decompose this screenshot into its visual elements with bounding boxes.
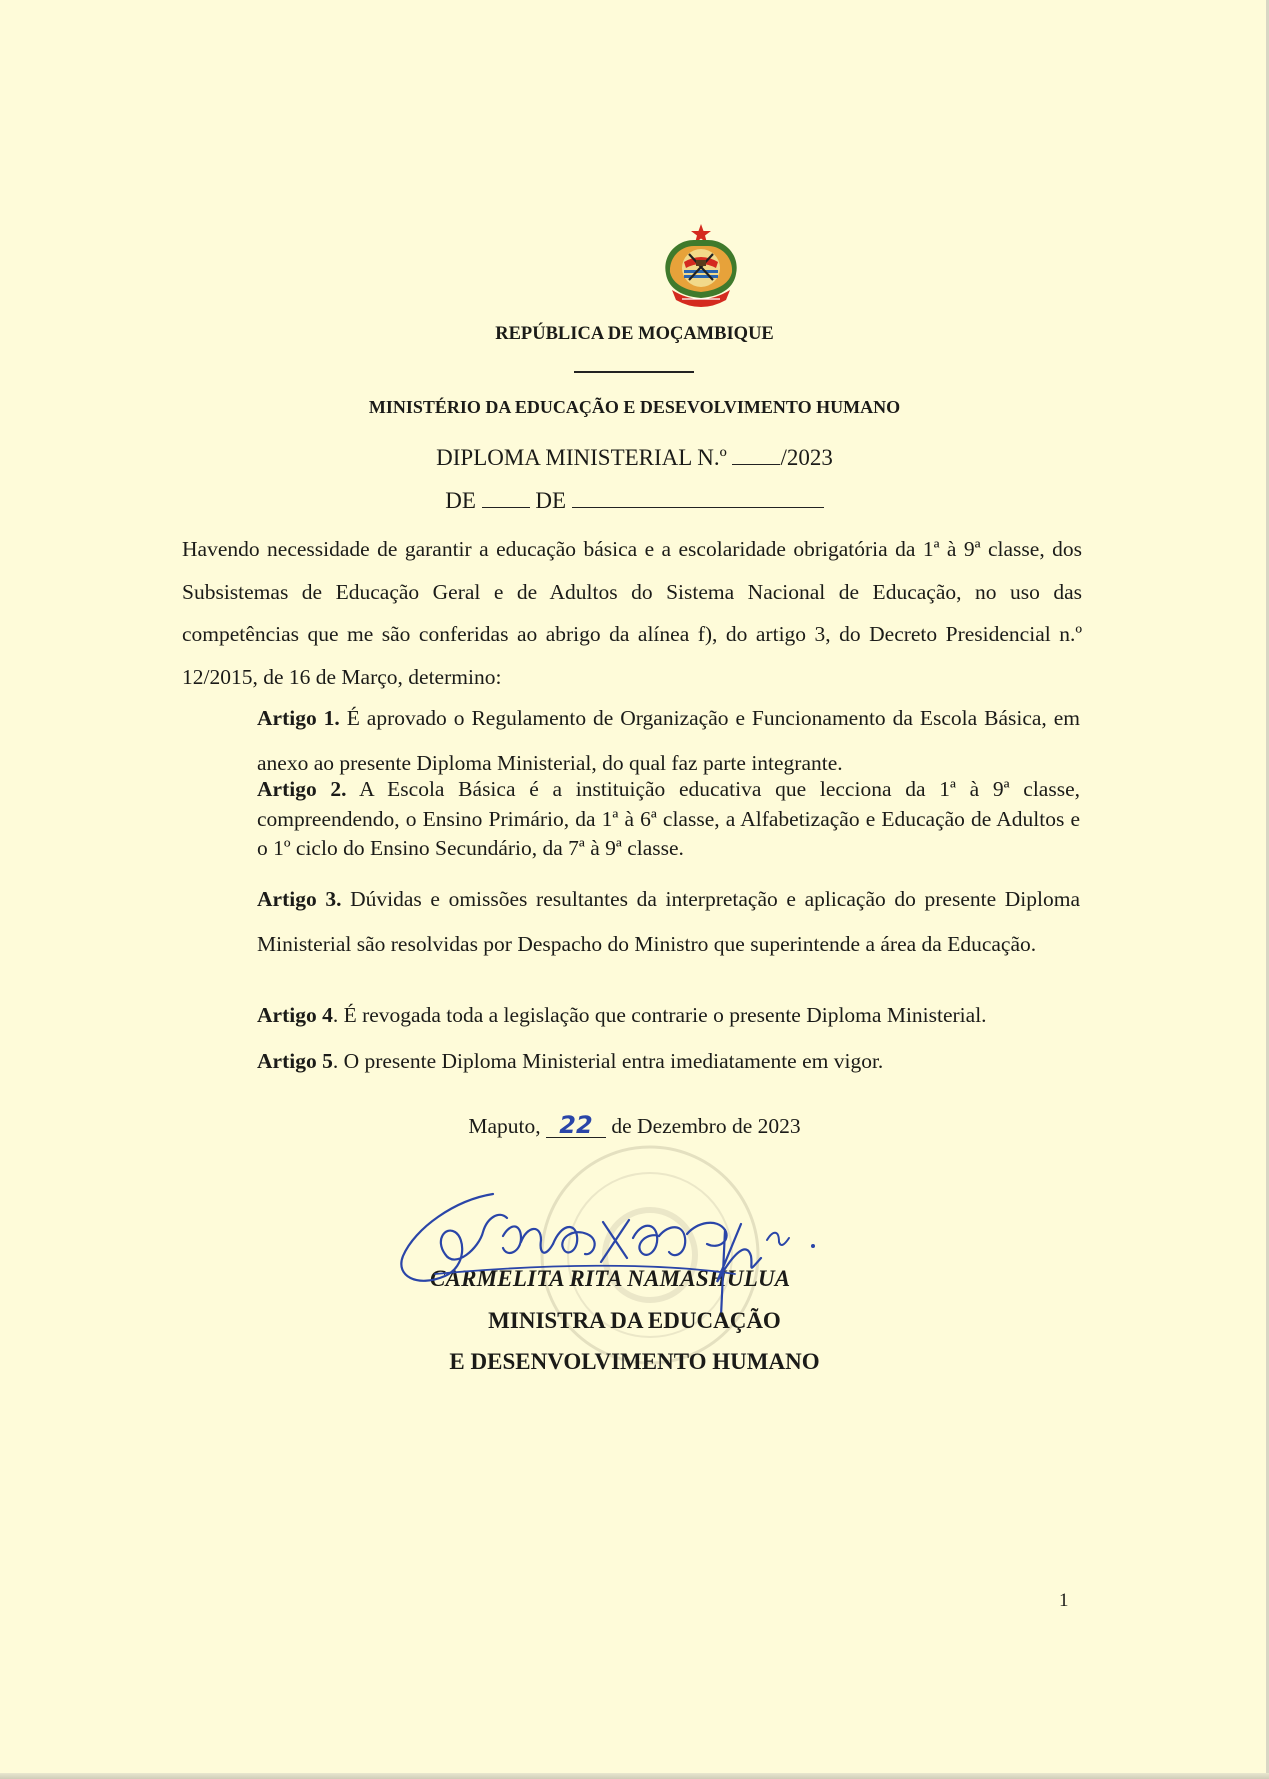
place-date-line	[0, 1113, 1269, 1139]
signatory-title-line-2: E DESENVOLVIMENTO HUMANO	[449, 1349, 820, 1374]
article-label: Artigo 2.	[257, 777, 347, 801]
article-label: Artigo 5	[257, 1049, 333, 1073]
diploma-prefix: DIPLOMA MINISTERIAL N.º	[436, 445, 727, 470]
coat-of-arms-icon	[654, 222, 748, 314]
article-text: . É revogada toda a legislação que contrarie o presente Diploma Ministerial.	[332, 1003, 987, 1027]
article-4	[257, 1000, 1080, 1030]
handwritten-day: 22	[546, 1113, 606, 1138]
preamble-paragraph: Havendo necessidade de garantir a educação básica e a escolaridade obrigatória da 1ª à 9ª classe, dos Subsistemas de Educação Geral e de Adultos do Sistema Nacional de Educação, no uso das competências que me são conferidas ao abrigo da alínea f), do artigo 3, do Decreto Presidencial n.º 12/2015, de 16 de Março, determino:	[182, 537, 1082, 689]
diploma-year: /2023	[780, 445, 833, 470]
date-de-2: DE	[535, 488, 567, 513]
article-2	[257, 775, 1080, 864]
scan-edge-bottom	[0, 1773, 1269, 1779]
article-text: . O presente Diploma Ministerial entra imediatamente em vigor.	[332, 1049, 884, 1073]
article-text: Dúvidas e omissões resultantes da interpretação e aplicação do presente Diploma Ministerial são resolvidas por Despacho do Ministro que superintende a área da Educação.	[257, 887, 1081, 956]
signatory-name: CARMELITA RITA NAMASHULUA	[430, 1266, 791, 1291]
handwritten-signature	[395, 1178, 885, 1323]
article-5	[257, 1046, 1080, 1076]
diploma-number-line	[0, 445, 1269, 471]
ministry-heading: MINISTÉRIO DA EDUCAÇÃO E DESEVOLVIMENTO HUMANO	[368, 397, 901, 417]
republic-heading: REPÚBLICA DE MOÇAMBIQUE	[495, 324, 774, 344]
date-month-blank	[572, 489, 824, 508]
diploma-date-line	[0, 488, 1269, 514]
article-3	[257, 877, 1080, 967]
article-text: A Escola Básica é a instituição educativa que lecciona da 1ª à 9ª classe, compreendendo, o Ensino Primário, da 1ª à 6ª classe, a Alfabetização e Educação de Adultos e o 1º ciclo do Ensino Secundário, da 7ª à 9ª classe.	[257, 777, 1080, 860]
date-de-1: DE	[445, 488, 476, 513]
date-day-blank	[482, 489, 530, 508]
date-rest: de Dezembro de 2023	[611, 1114, 801, 1138]
article-label: Artigo 4	[257, 1003, 333, 1027]
article-1	[257, 696, 1080, 786]
article-label: Artigo 3.	[257, 887, 342, 911]
page-number: 1	[1059, 1590, 1069, 1611]
divider	[574, 371, 694, 373]
place: Maputo,	[468, 1114, 541, 1138]
article-text: É aprovado o Regulamento de Organização e Funcionamento da Escola Básica, em anexo ao presente Diploma Ministerial, do qual faz parte integrante.	[257, 706, 1081, 775]
diploma-number-blank	[732, 446, 780, 465]
signatory-title-line-1: MINISTRA DA EDUCAÇÃO	[488, 1308, 781, 1333]
article-label: Artigo 1.	[257, 706, 340, 730]
